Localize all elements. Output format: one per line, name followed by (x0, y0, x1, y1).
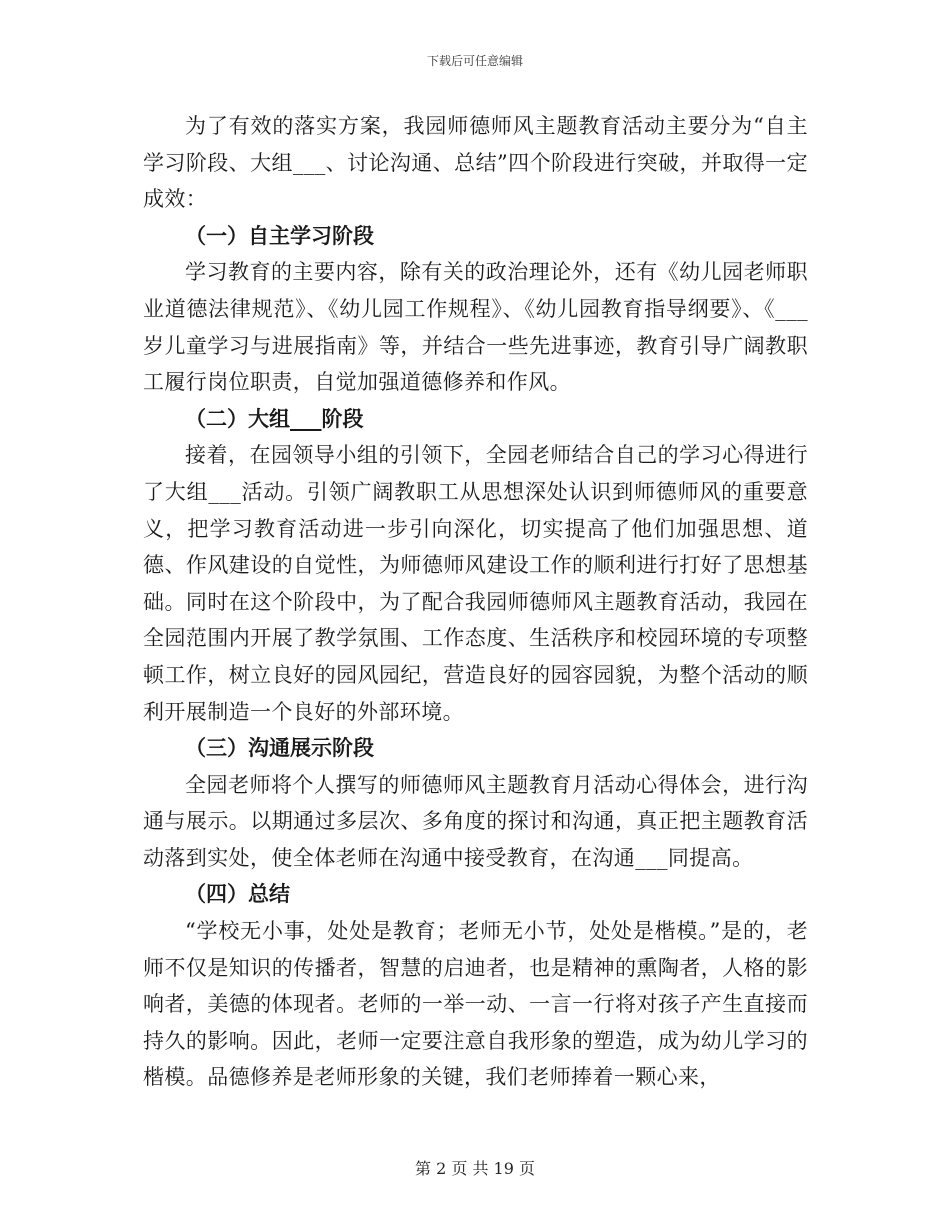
document-body (143, 108, 808, 1096)
section-3-heading: （三）沟通展示阶段 (185, 736, 374, 761)
intro-paragraph: 为了有效的落实方案，我园师德师风主题教育活动主要分为“自主学习阶段、大组___、讨论沟通、总结”四个阶段进行突破，并取得一定成效： (143, 114, 808, 212)
section-3-paragraph: 全园老师将个人撰写的师德师风主题教育月活动心得体会，进行沟通与展示。以期通过多层次、多角度的探讨和沟通，真正把主题教育活动落到实处，使全体老师在沟通中接受教育，在沟通___同提高。 (143, 772, 808, 870)
section-1-paragraph: 学习教育的主要内容，除有关的政治理论外，还有《幼儿园老师职业道德法律规范》、《幼儿园工作规程》、《幼儿园教育指导纲要》、《___岁儿童学习与进展指南》等，并结合一些先进事迹，教育引导广阔教职工履行岗位职责，自觉加强道德修养和作风。 (143, 260, 808, 395)
page-number: 第 2 页 共 19 页 (415, 1159, 535, 1178)
section-2-paragraph: 接着，在园领导小组的引领下，全园老师结合自己的学习心得进行了大组___活动。引领广阔教职工从思想深处认识到师德师风的重要意义，把学习教育活动进一步引向深化，切实提高了他们加强思想、道德、作风建设的自觉性，为师德师风建设工作的顺利进行打好了思想基础。同时在这个阶段中，为了配合我园师德师风主题教育活动，我园在全园范围内开展了教学氛围、工作态度、生活秩序和校园环境的专项整顿工作，树立良好的园风园纪，营造良好的园容园貌，为整个活动的顺利开展制造一个良好的外部环境。 (143, 443, 808, 724)
section-4-heading: （四）总结 (185, 882, 290, 907)
page-header: 下载后可任意编辑 (426, 54, 523, 68)
section-1-heading: （一）自主学习阶段 (185, 223, 374, 248)
section-4-paragraph: “学校无小事，处处是教育；老师无小节，处处是楷模。”是的，老师不仅是知识的传播者，智慧的启迪者，也是精神的熏陶者，人格的影响者，美德的体现者。老师的一举一动、一言一行将对孩子产生直接而持久的影响。因此，老师一定要注意自我形象的塑造，成为幼儿学习的楷模。品德修养是老师形象的关键，我们老师捧着一颗心来， (143, 919, 808, 1090)
section-2-heading: （二）大组___阶段 (185, 406, 364, 431)
